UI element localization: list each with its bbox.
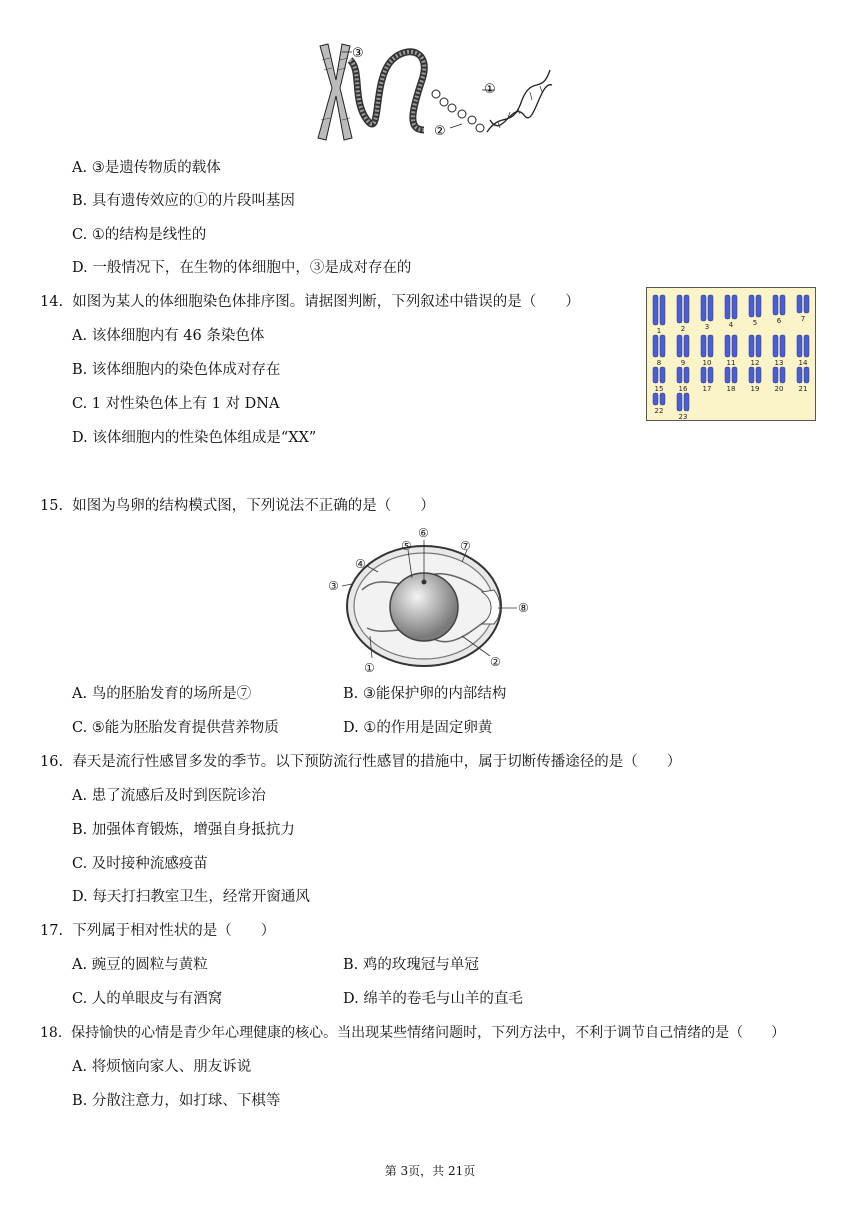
q17-option-c: C. 人的单眼皮与有酒窝 — [72, 991, 223, 1007]
chromosome-number-21: 21 — [798, 385, 808, 393]
chromosome-number-10: 10 — [702, 359, 712, 367]
q17-option-d: D. 绵羊的卷毛与山羊的直毛 — [343, 991, 523, 1007]
q16-option-b: B. 加强体育锻炼，增强自身抵抗力 — [72, 822, 295, 838]
label-2: ② — [490, 655, 501, 669]
chromosome-number-18: 18 — [726, 385, 736, 393]
q13-option-a: A. ③是遗传物质的载体 — [72, 160, 221, 176]
q13-option-b: B. 具有遗传效应的①的片段叫基因 — [72, 193, 295, 209]
chromosome-number-22: 22 — [654, 407, 664, 415]
q15-option-c: C. ⑤能为胚胎发育提供营养物质 — [72, 720, 279, 736]
q17-option-a: A. 豌豆的圆粒与黄粒 — [72, 957, 208, 973]
label-5: ⑤ — [401, 539, 412, 553]
chromosome-number-17: 17 — [702, 385, 712, 393]
q16-stem: 16. 春天是流行性感冒多发的季节。以下预防流行性感冒的措施中，属于切断传播途径的是（ ） — [40, 754, 682, 770]
label-3: ③ — [352, 46, 364, 61]
chromosome-number-12: 12 — [750, 359, 760, 367]
chromosome-number-5: 5 — [752, 319, 758, 327]
chromosome-number-15: 15 — [654, 385, 664, 393]
q14-option-c: C. 1 对性染色体上有 1 对 DNA — [72, 396, 280, 412]
chromosome-dna-figure — [312, 40, 557, 148]
label-6: ⑥ — [418, 526, 429, 540]
chromosome-number-16: 16 — [678, 385, 688, 393]
q14-stem: 14. 如图为某人的体细胞染色体排序图。请据图判断，下列叙述中错误的是（ ） — [40, 294, 580, 310]
q17-stem: 17. 下列属于相对性状的是（ ） — [40, 923, 276, 939]
karyotype-figure — [646, 287, 816, 421]
q15-option-b: B. ③能保护卵的内部结构 — [343, 686, 507, 702]
chromosome-number-9: 9 — [680, 359, 686, 367]
q14-option-b: B. 该体细胞内的染色体成对存在 — [72, 362, 281, 378]
q13-option-d: D. 一般情况下，在生物的体细胞中，③是成对存在的 — [72, 260, 412, 276]
chromosome-number-23: 23 — [678, 413, 688, 421]
q15-option-d: D. ①的作用是固定卵黄 — [343, 720, 493, 736]
q17-option-b: B. 鸡的玫瑰冠与单冠 — [343, 957, 479, 973]
q13-option-c: C. ①的结构是线性的 — [72, 227, 207, 243]
q15-option-a: A. 鸟的胚胎发育的场所是⑦ — [72, 686, 252, 702]
chromosome-number-1: 1 — [656, 327, 662, 335]
chromosome-number-6: 6 — [776, 317, 782, 325]
q16-option-d: D. 每天打扫教室卫生，经常开窗通风 — [72, 889, 310, 905]
chromosome-number-19: 19 — [750, 385, 760, 393]
chromosome-number-2: 2 — [680, 325, 686, 333]
chromosome-number-14: 14 — [798, 359, 808, 367]
label-1: ① — [364, 661, 375, 675]
chromosome-number-4: 4 — [728, 321, 734, 329]
label-1: ① — [484, 82, 496, 97]
label-7: ⑦ — [460, 539, 471, 553]
chromosome-number-11: 11 — [726, 359, 736, 367]
chromosome-number-13: 13 — [774, 359, 784, 367]
q15-stem: 15. 如图为鸟卵的结构模式图，下列说法不正确的是（ ） — [40, 498, 435, 514]
label-4: ④ — [355, 557, 366, 571]
chromosome-number-7: 7 — [800, 315, 806, 323]
page-footer: 第 3页，共 21页 — [384, 1164, 476, 1178]
chromosome-number-20: 20 — [774, 385, 784, 393]
chromosome-number-8: 8 — [656, 359, 662, 367]
label-8: ⑧ — [518, 601, 529, 615]
chromosome-number-3: 3 — [704, 323, 710, 331]
q18-stem: 18. 保持愉快的心情是青少年心理健康的核心。当出现某些情绪问题时，下列方法中，不利于调节自己情绪的是（ ） — [40, 1025, 786, 1041]
q14-option-a: A. 该体细胞内有 46 条染色体 — [72, 328, 265, 344]
bird-egg-figure — [322, 520, 538, 678]
label-2: ② — [434, 124, 446, 139]
q18-option-a: A. 将烦恼向家人、朋友诉说 — [72, 1059, 252, 1075]
q18-option-b: B. 分散注意力，如打球、下棋等 — [72, 1093, 281, 1109]
q16-option-c: C. 及时接种流感疫苗 — [72, 856, 208, 872]
q16-option-a: A. 患了流感后及时到医院诊治 — [72, 788, 266, 804]
q14-option-d: D. 该体细胞内的性染色体组成是“XX” — [72, 430, 317, 446]
label-3: ③ — [328, 579, 339, 593]
